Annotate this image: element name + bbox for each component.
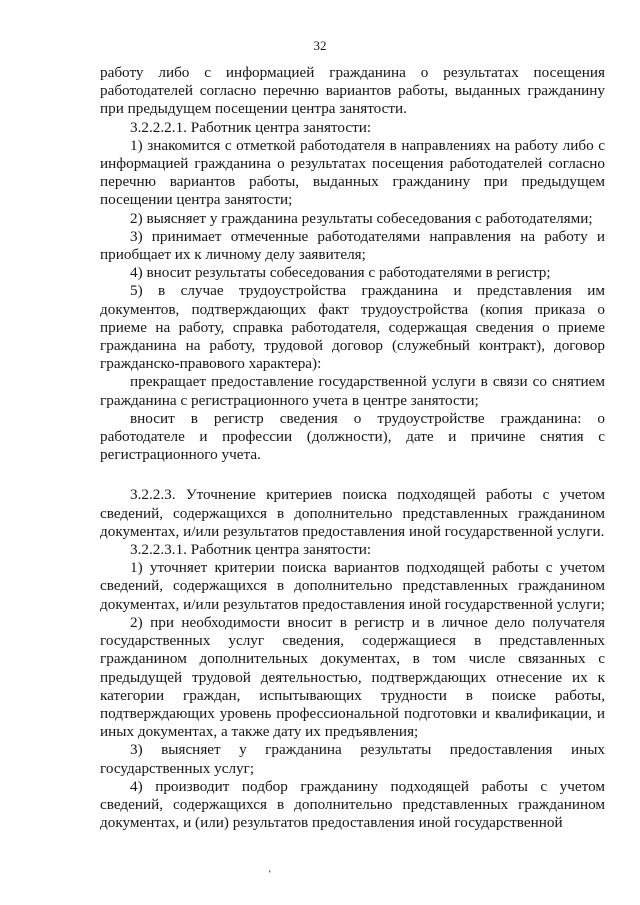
scan-mark: ʻ — [268, 868, 272, 880]
paragraph: 3.2.2.2.1. Работник центра занятости: — [130, 118, 372, 136]
paragraph: 1) знакомится с отметкой работодателя в направлениях на работу либо с информацией гражданина о результатах посещения работодателей согласно перечню вариантов работы, выданных гражданину при предыдущем посещении центра занятости; — [100, 136, 605, 209]
paragraph: вносит в регистр сведения о трудоустройстве гражданина: о работодателе и профессии (должности), дате и причине снятия с регистрационного учета. — [100, 409, 605, 464]
paragraph: 3) выясняет у гражданина результаты предоставления иных государственных услуг; — [100, 741, 605, 777]
paragraph: 5) в случае трудоустройства гражданина и представления им документов, подтверждающих факт трудоустройства (копия приказа о приеме на работу, справка работодателя, содержащая сведения о приеме гражданина на работу, трудовой договор (служебный контракт), договор гражданско-правового характера): — [100, 282, 605, 373]
paragraph: 3.2.2.3.1. Работник центра занятости: — [130, 541, 372, 559]
paragraph: 2) выясняет у гражданина результаты собеседования с работодателями; — [130, 209, 593, 227]
paragraph: 2) при необходимости вносит в регистр и в личное дело получателя государственных услуг сведения, содержащиеся в представленных гражданином дополнительных документах, в том числе связанных с предыдущей трудовой деятельностью, подтверждающих отнесение их к категории граждан, испытывающих трудности в поиске работы, подтверждающих уровень профессиональной подготовки и квалификации, и иных документах, а также дату их предъявления; — [100, 613, 605, 741]
page-number: 32 — [313, 38, 327, 53]
paragraph: 3) принимает отмеченные работодателями направления на работу и приобщает их к личному делу заявителя; — [100, 227, 605, 264]
paragraph: прекращает предоставление государственной услуги в связи со снятием гражданина с регистрационного учета в центре занятости; — [100, 373, 605, 409]
paragraph: 1) уточняет критерии поиска вариантов подходящей работы с учетом сведений, содержащихся в дополнительно представленных гражданином документах, и/или результатов предоставления иной государственной услуги; — [100, 559, 605, 613]
document-body — [100, 64, 605, 832]
paragraph: работу либо с информацией гражданина о результатах посещения работодателей согласно перечню вариантов работы, выданных гражданину при предыдущем посещении центра занятости. — [100, 64, 605, 118]
paragraph: 4) вносит результаты собеседования с работодателями в регистр; — [130, 264, 551, 282]
paragraph: 4) производит подбор гражданину подходящей работы с учетом сведений, содержащихся в дополнительно представленных гражданином документах, и (или) результатов предоставления иной государственной — [100, 777, 605, 832]
paragraph: 3.2.2.3. Уточнение критериев поиска подходящей работы с учетом сведений, содержащихся в дополнительно представленных гражданином документах, и/или результатов предоставления иной государственной услуги. — [100, 486, 605, 540]
